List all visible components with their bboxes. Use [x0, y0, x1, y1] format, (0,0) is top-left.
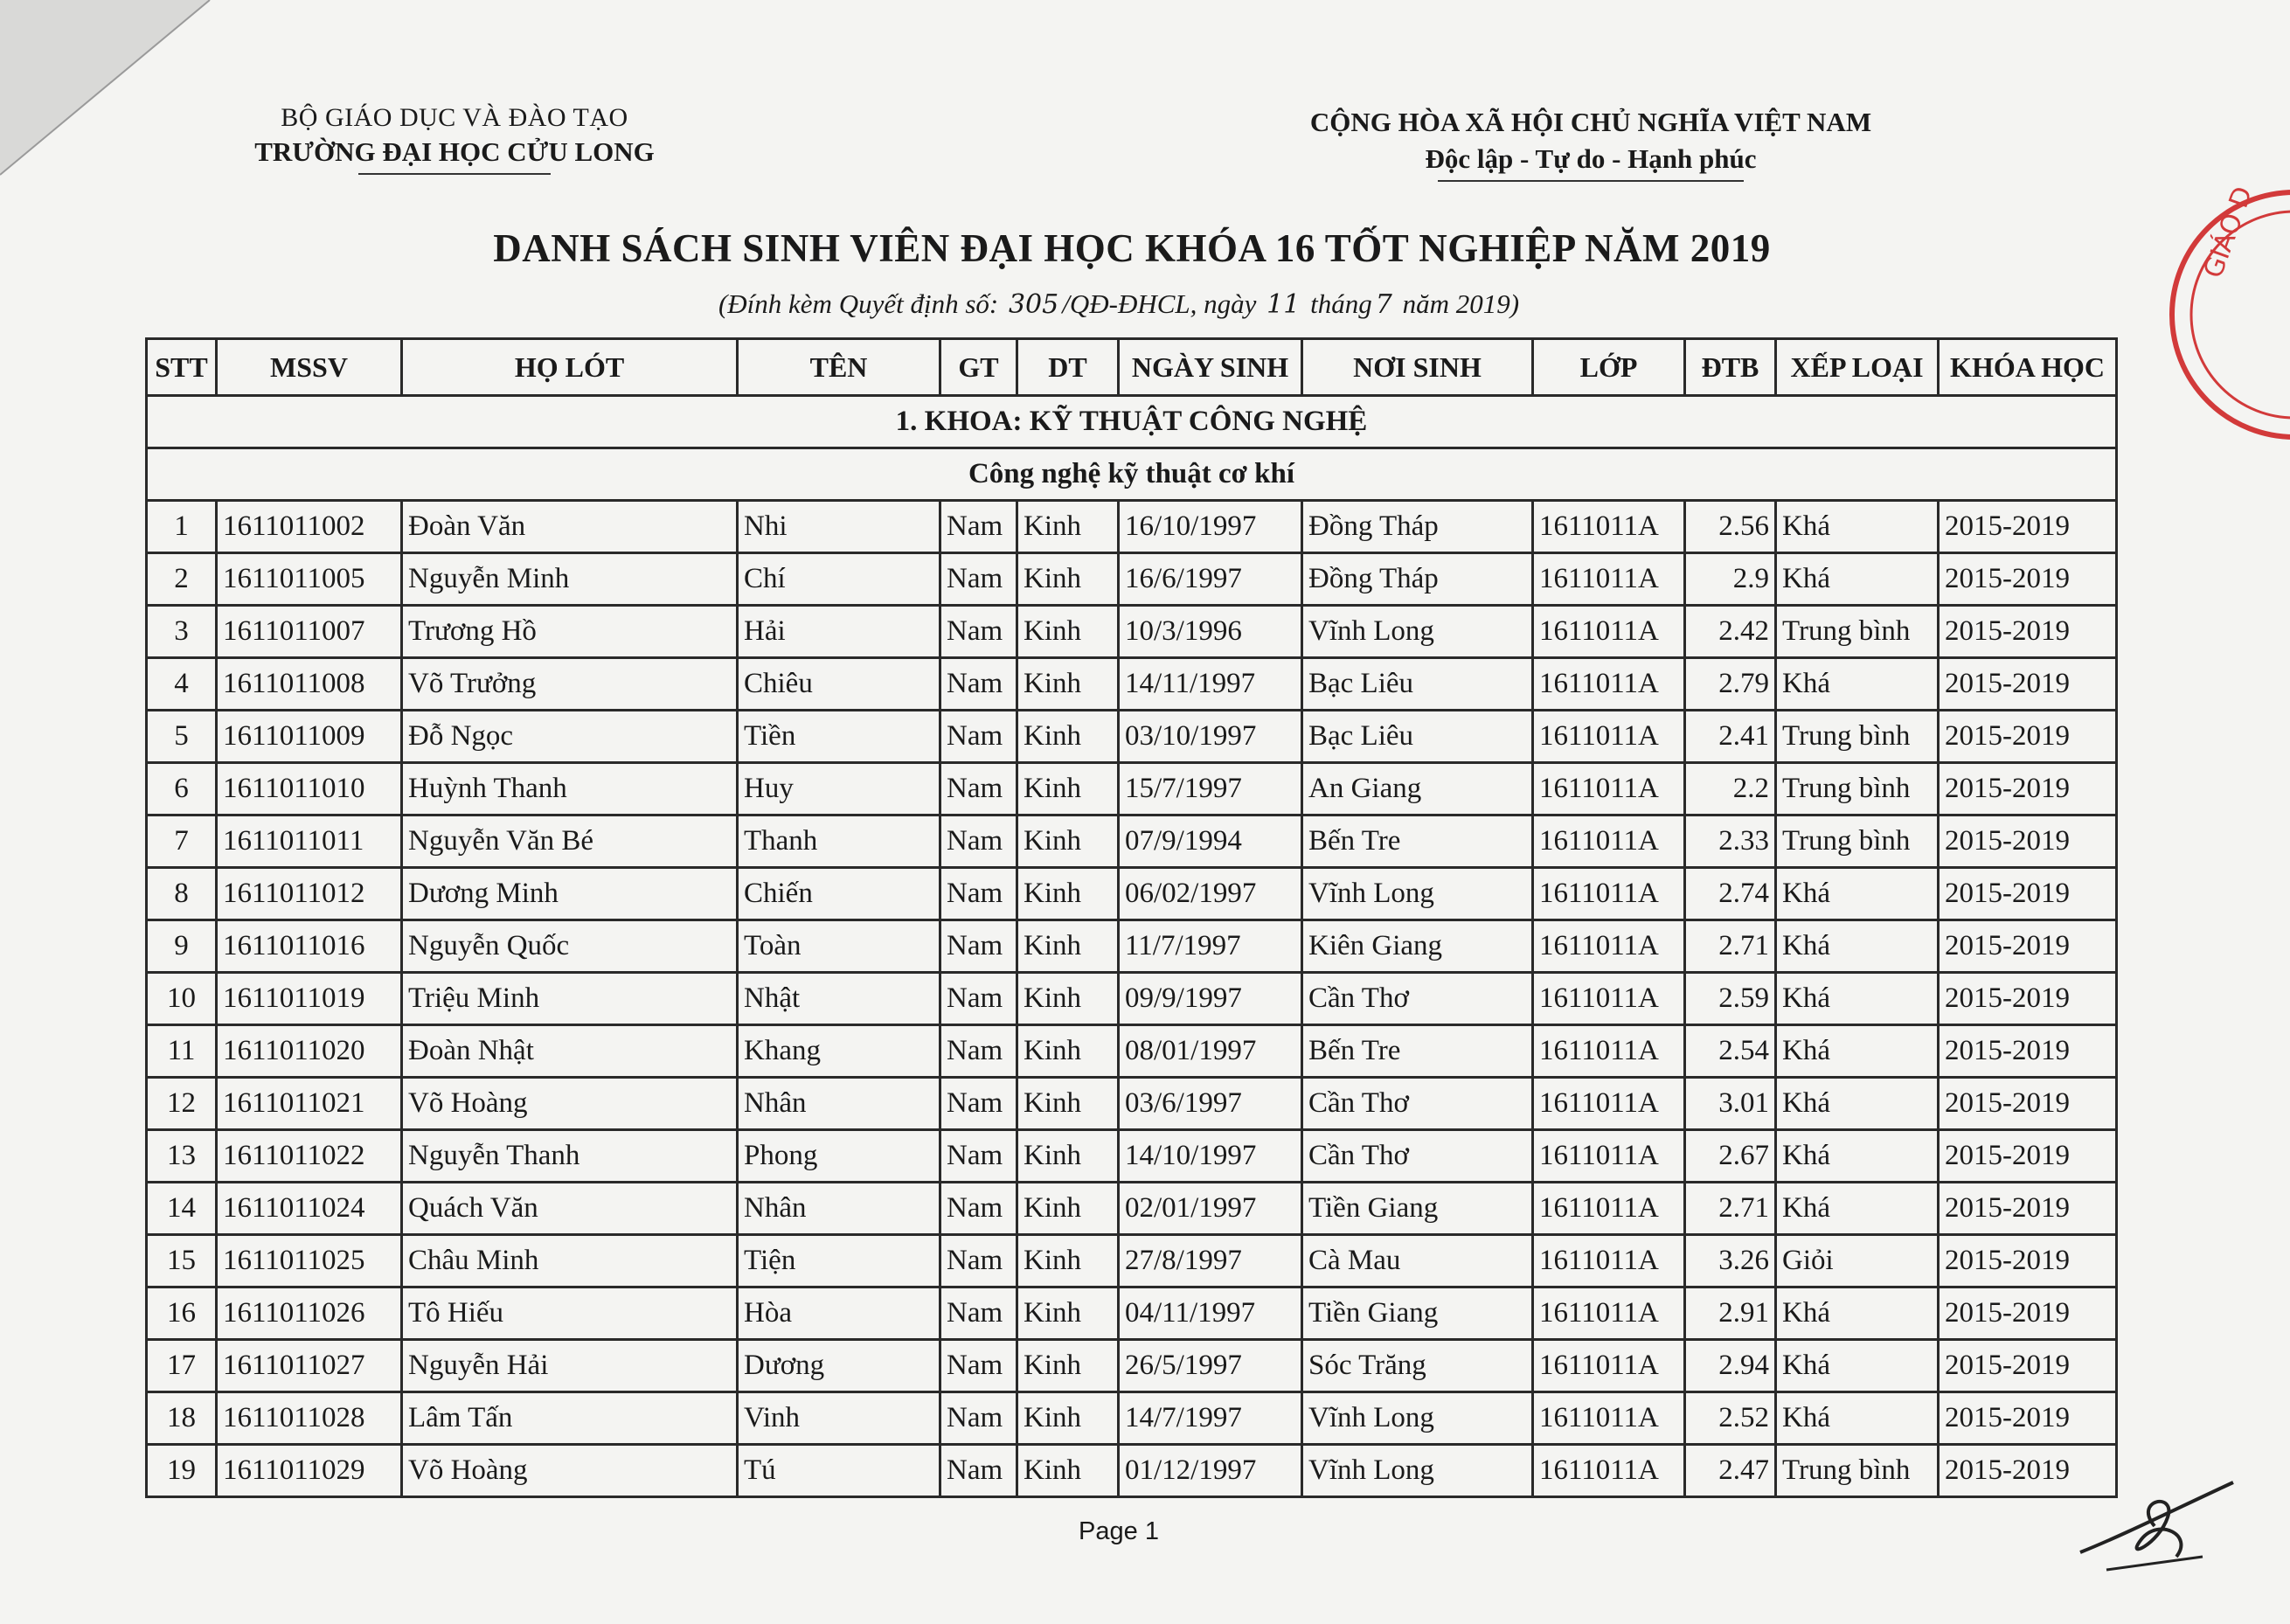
cell-gt: Nam	[940, 658, 1017, 711]
cell-gt: Nam	[940, 1445, 1017, 1497]
national-motto: Độc lập - Tự do - Hạnh phúc	[1425, 143, 1757, 174]
cell-ho-lot: Huỳnh Thanh	[402, 763, 738, 815]
cell-noi-sinh: Bạc Liêu	[1302, 658, 1533, 711]
cell-mssv: 1611011010	[217, 763, 402, 815]
cell-ten: Khang	[738, 1025, 940, 1078]
subtitle-prefix: (Đính kèm Quyết định số:	[718, 288, 999, 319]
cell-stt: 8	[147, 868, 217, 920]
cell-dtb: 3.26	[1685, 1235, 1776, 1287]
cell-gt: Nam	[940, 920, 1017, 973]
cell-dtb: 2.56	[1685, 501, 1776, 553]
cell-xep-loai: Trung bình	[1776, 763, 1939, 815]
faculty-label: 1. KHOA: KỸ THUẬT CÔNG NGHỆ	[147, 396, 2117, 448]
cell-gt: Nam	[940, 553, 1017, 606]
cell-mssv: 1611011016	[217, 920, 402, 973]
cell-dtb: 3.01	[1685, 1078, 1776, 1130]
cell-dt: Kinh	[1017, 1235, 1119, 1287]
cell-gt: Nam	[940, 1130, 1017, 1183]
table-row	[147, 1340, 2117, 1392]
cell-lop: 1611011A	[1533, 553, 1685, 606]
cell-khoa-hoc: 2015-2019	[1939, 763, 2117, 815]
cell-stt: 1	[147, 501, 217, 553]
cell-stt: 14	[147, 1183, 217, 1235]
cell-ten: Vinh	[738, 1392, 940, 1445]
cell-ho-lot: Đoàn Nhật	[402, 1025, 738, 1078]
cell-ngay-sinh: 11/7/1997	[1119, 920, 1302, 973]
cell-ngay-sinh: 03/10/1997	[1119, 711, 1302, 763]
cell-gt: Nam	[940, 1025, 1017, 1078]
cell-ho-lot: Nguyễn Quốc	[402, 920, 738, 973]
cell-khoa-hoc: 2015-2019	[1939, 658, 2117, 711]
cell-lop: 1611011A	[1533, 973, 1685, 1025]
cell-khoa-hoc: 2015-2019	[1939, 1078, 2117, 1130]
cell-lop: 1611011A	[1533, 501, 1685, 553]
cell-lop: 1611011A	[1533, 1235, 1685, 1287]
cell-gt: Nam	[940, 1078, 1017, 1130]
cell-stt: 17	[147, 1340, 217, 1392]
cell-noi-sinh: Bến Tre	[1302, 1025, 1533, 1078]
cell-ngay-sinh: 02/01/1997	[1119, 1183, 1302, 1235]
col-header-gt: GT	[940, 339, 1017, 396]
table-row	[147, 1183, 2117, 1235]
cell-ngay-sinh: 10/3/1996	[1119, 606, 1302, 658]
table-row	[147, 711, 2117, 763]
cell-ten: Tiện	[738, 1235, 940, 1287]
col-header-dtb: ĐTB	[1685, 339, 1776, 396]
cell-ho-lot: Đỗ Ngọc	[402, 711, 738, 763]
cell-gt: Nam	[940, 815, 1017, 868]
cell-ho-lot: Đoàn Văn	[402, 501, 738, 553]
table-row	[147, 606, 2117, 658]
cell-mssv: 1611011020	[217, 1025, 402, 1078]
table-row	[147, 920, 2117, 973]
cell-ten: Nhi	[738, 501, 940, 553]
cell-ho-lot: Nguyễn Văn Bé	[402, 815, 738, 868]
cell-gt: Nam	[940, 973, 1017, 1025]
cell-gt: Nam	[940, 1340, 1017, 1392]
cell-xep-loai: Khá	[1776, 1130, 1939, 1183]
cell-khoa-hoc: 2015-2019	[1939, 973, 2117, 1025]
cell-dtb: 2.2	[1685, 763, 1776, 815]
cell-mssv: 1611011009	[217, 711, 402, 763]
cell-ngay-sinh: 04/11/1997	[1119, 1287, 1302, 1340]
cell-lop: 1611011A	[1533, 815, 1685, 868]
cell-khoa-hoc: 2015-2019	[1939, 1392, 2117, 1445]
cell-noi-sinh: Bến Tre	[1302, 815, 1533, 868]
cell-dt: Kinh	[1017, 920, 1119, 973]
cell-stt: 7	[147, 815, 217, 868]
cell-stt: 13	[147, 1130, 217, 1183]
cell-xep-loai: Khá	[1776, 920, 1939, 973]
cell-dtb: 2.41	[1685, 711, 1776, 763]
cell-ho-lot: Võ Hoàng	[402, 1078, 738, 1130]
table-row	[147, 815, 2117, 868]
cell-mssv: 1611011002	[217, 501, 402, 553]
table-row	[147, 1445, 2117, 1497]
national-header	[1259, 107, 1923, 182]
cell-ngay-sinh: 15/7/1997	[1119, 763, 1302, 815]
cell-dt: Kinh	[1017, 658, 1119, 711]
cell-khoa-hoc: 2015-2019	[1939, 606, 2117, 658]
cell-gt: Nam	[940, 501, 1017, 553]
cell-ngay-sinh: 07/9/1994	[1119, 815, 1302, 868]
cell-ho-lot: Võ Trưởng	[402, 658, 738, 711]
issuer-underline	[358, 173, 551, 175]
cell-xep-loai: Khá	[1776, 868, 1939, 920]
cell-dt: Kinh	[1017, 501, 1119, 553]
cell-lop: 1611011A	[1533, 1287, 1685, 1340]
cell-gt: Nam	[940, 1183, 1017, 1235]
cell-stt: 6	[147, 763, 217, 815]
cell-khoa-hoc: 2015-2019	[1939, 501, 2117, 553]
major-row	[147, 448, 2117, 501]
cell-mssv: 1611011025	[217, 1235, 402, 1287]
cell-ho-lot: Quách Văn	[402, 1183, 738, 1235]
cell-ngay-sinh: 08/01/1997	[1119, 1025, 1302, 1078]
cell-ho-lot: Tô Hiếu	[402, 1287, 738, 1340]
cell-lop: 1611011A	[1533, 1078, 1685, 1130]
table-row	[147, 1078, 2117, 1130]
cell-stt: 3	[147, 606, 217, 658]
cell-xep-loai: Trung bình	[1776, 1445, 1939, 1497]
cell-xep-loai: Khá	[1776, 1287, 1939, 1340]
col-header-ngay-sinh: NGÀY SINH	[1119, 339, 1302, 396]
cell-ten: Chiến	[738, 868, 940, 920]
table-row	[147, 1287, 2117, 1340]
faculty-row	[147, 396, 2117, 448]
cell-gt: Nam	[940, 711, 1017, 763]
cell-dt: Kinh	[1017, 711, 1119, 763]
cell-gt: Nam	[940, 1235, 1017, 1287]
cell-mssv: 1611011024	[217, 1183, 402, 1235]
cell-khoa-hoc: 2015-2019	[1939, 553, 2117, 606]
cell-stt: 5	[147, 711, 217, 763]
cell-lop: 1611011A	[1533, 920, 1685, 973]
cell-stt: 15	[147, 1235, 217, 1287]
cell-gt: Nam	[940, 606, 1017, 658]
cell-dt: Kinh	[1017, 1287, 1119, 1340]
cell-noi-sinh: Đồng Tháp	[1302, 553, 1533, 606]
cell-gt: Nam	[940, 1287, 1017, 1340]
cell-dt: Kinh	[1017, 1183, 1119, 1235]
col-header-dt: DT	[1017, 339, 1119, 396]
cell-lop: 1611011A	[1533, 1025, 1685, 1078]
cell-gt: Nam	[940, 868, 1017, 920]
table-row	[147, 501, 2117, 553]
cell-ten: Nhân	[738, 1183, 940, 1235]
cell-ho-lot: Võ Hoàng	[402, 1445, 738, 1497]
cell-mssv: 1611011012	[217, 868, 402, 920]
cell-mssv: 1611011005	[217, 553, 402, 606]
cell-lop: 1611011A	[1533, 1340, 1685, 1392]
cell-noi-sinh: Sóc Trăng	[1302, 1340, 1533, 1392]
cell-noi-sinh: Tiền Giang	[1302, 1183, 1533, 1235]
cell-dt: Kinh	[1017, 1078, 1119, 1130]
school-name: TRƯỜNG ĐẠI HỌC CỬU LONG	[254, 136, 655, 167]
cell-ho-lot: Lâm Tấn	[402, 1392, 738, 1445]
official-stamp-icon	[2159, 175, 2290, 463]
cell-dt: Kinh	[1017, 606, 1119, 658]
cell-mssv: 1611011007	[217, 606, 402, 658]
col-header-stt: STT	[147, 339, 217, 396]
cell-mssv: 1611011028	[217, 1392, 402, 1445]
cell-ten: Nhân	[738, 1078, 940, 1130]
cell-mssv: 1611011026	[217, 1287, 402, 1340]
cell-ho-lot: Nguyễn Thanh	[402, 1130, 738, 1183]
cell-xep-loai: Khá	[1776, 501, 1939, 553]
table-row	[147, 658, 2117, 711]
cell-lop: 1611011A	[1533, 868, 1685, 920]
cell-stt: 16	[147, 1287, 217, 1340]
cell-mssv: 1611011027	[217, 1340, 402, 1392]
cell-dtb: 2.47	[1685, 1445, 1776, 1497]
table-row	[147, 1130, 2117, 1183]
cell-ngay-sinh: 14/11/1997	[1119, 658, 1302, 711]
scan-corner-shadow	[0, 0, 210, 175]
cell-ten: Tú	[738, 1445, 940, 1497]
cell-noi-sinh: Bạc Liêu	[1302, 711, 1533, 763]
cell-ten: Thanh	[738, 815, 940, 868]
cell-khoa-hoc: 2015-2019	[1939, 815, 2117, 868]
cell-khoa-hoc: 2015-2019	[1939, 1025, 2117, 1078]
student-table	[145, 337, 2118, 1498]
document-title: DANH SÁCH SINH VIÊN ĐẠI HỌC KHÓA 16 TỐT NGHIỆP NĂM 2019	[493, 226, 1771, 270]
cell-ngay-sinh: 14/10/1997	[1119, 1130, 1302, 1183]
col-header-ho-lot: HỌ LÓT	[402, 339, 738, 396]
cell-lop: 1611011A	[1533, 1392, 1685, 1445]
subtitle-suffix: năm 2019)	[1402, 288, 1520, 319]
cell-stt: 2	[147, 553, 217, 606]
cell-ten: Hải	[738, 606, 940, 658]
cell-dt: Kinh	[1017, 1025, 1119, 1078]
cell-stt: 9	[147, 920, 217, 973]
cell-noi-sinh: Vĩnh Long	[1302, 606, 1533, 658]
decision-number: 305	[1008, 289, 1059, 320]
cell-noi-sinh: Cần Thơ	[1302, 1130, 1533, 1183]
cell-ngay-sinh: 14/7/1997	[1119, 1392, 1302, 1445]
cell-dtb: 2.42	[1685, 606, 1776, 658]
cell-stt: 10	[147, 973, 217, 1025]
cell-mssv: 1611011022	[217, 1130, 402, 1183]
cell-khoa-hoc: 2015-2019	[1939, 920, 2117, 973]
cell-mssv: 1611011019	[217, 973, 402, 1025]
motto-underline	[1438, 180, 1744, 182]
cell-xep-loai: Khá	[1776, 1183, 1939, 1235]
cell-ho-lot: Triệu Minh	[402, 973, 738, 1025]
col-header-lop: LỚP	[1533, 339, 1685, 396]
cell-stt: 11	[147, 1025, 217, 1078]
cell-noi-sinh: Đồng Tháp	[1302, 501, 1533, 553]
cell-dtb: 2.33	[1685, 815, 1776, 868]
cell-dt: Kinh	[1017, 1130, 1119, 1183]
table-row	[147, 973, 2117, 1025]
cell-dtb: 2.52	[1685, 1392, 1776, 1445]
cell-lop: 1611011A	[1533, 1130, 1685, 1183]
cell-dtb: 2.79	[1685, 658, 1776, 711]
cell-ho-lot: Nguyễn Minh	[402, 553, 738, 606]
cell-khoa-hoc: 2015-2019	[1939, 711, 2117, 763]
cell-gt: Nam	[940, 1392, 1017, 1445]
cell-xep-loai: Khá	[1776, 1340, 1939, 1392]
cell-noi-sinh: An Giang	[1302, 763, 1533, 815]
cell-dtb: 2.74	[1685, 868, 1776, 920]
cell-dt: Kinh	[1017, 1392, 1119, 1445]
cell-stt: 18	[147, 1392, 217, 1445]
cell-ten: Phong	[738, 1130, 940, 1183]
subtitle-mid2: tháng	[1310, 288, 1372, 319]
cell-noi-sinh: Cần Thơ	[1302, 1078, 1533, 1130]
cell-ten: Chí	[738, 553, 940, 606]
cell-dtb: 2.94	[1685, 1340, 1776, 1392]
page-number: Page 1	[1079, 1517, 1159, 1545]
cell-lop: 1611011A	[1533, 1183, 1685, 1235]
cell-ngay-sinh: 01/12/1997	[1119, 1445, 1302, 1497]
col-header-xep-loai: XẾP LOẠI	[1776, 339, 1939, 396]
cell-noi-sinh: Kiên Giang	[1302, 920, 1533, 973]
cell-noi-sinh: Cà Mau	[1302, 1235, 1533, 1287]
cell-noi-sinh: Tiền Giang	[1302, 1287, 1533, 1340]
document-subtitle	[0, 288, 2238, 320]
col-header-ten: TÊN	[738, 339, 940, 396]
cell-dt: Kinh	[1017, 973, 1119, 1025]
cell-stt: 12	[147, 1078, 217, 1130]
cell-ho-lot: Dương Minh	[402, 868, 738, 920]
decision-day: 11	[1266, 289, 1301, 320]
cell-ten: Chiêu	[738, 658, 940, 711]
major-label: Công nghệ kỹ thuật cơ khí	[147, 448, 2117, 501]
cell-ten: Tiền	[738, 711, 940, 763]
cell-dtb: 2.71	[1685, 920, 1776, 973]
cell-dtb: 2.91	[1685, 1287, 1776, 1340]
cell-dtb: 2.67	[1685, 1130, 1776, 1183]
cell-noi-sinh: Vĩnh Long	[1302, 868, 1533, 920]
decision-month: 7	[1375, 289, 1392, 320]
cell-xep-loai: Trung bình	[1776, 606, 1939, 658]
cell-lop: 1611011A	[1533, 763, 1685, 815]
cell-noi-sinh: Vĩnh Long	[1302, 1445, 1533, 1497]
cell-ngay-sinh: 16/10/1997	[1119, 501, 1302, 553]
country-name: CỘNG HÒA XÃ HỘI CHỦ NGHĨA VIỆT NAM	[1309, 107, 1872, 137]
cell-dt: Kinh	[1017, 553, 1119, 606]
issuer-block	[236, 103, 673, 175]
signature-icon	[2071, 1465, 2238, 1579]
cell-dtb: 2.9	[1685, 553, 1776, 606]
cell-khoa-hoc: 2015-2019	[1939, 1235, 2117, 1287]
cell-dt: Kinh	[1017, 815, 1119, 868]
cell-khoa-hoc: 2015-2019	[1939, 868, 2117, 920]
cell-xep-loai: Khá	[1776, 973, 1939, 1025]
cell-dt: Kinh	[1017, 1340, 1119, 1392]
col-header-noi-sinh: NƠI SINH	[1302, 339, 1533, 396]
cell-lop: 1611011A	[1533, 711, 1685, 763]
cell-ngay-sinh: 16/6/1997	[1119, 553, 1302, 606]
table-row	[147, 868, 2117, 920]
cell-xep-loai: Trung bình	[1776, 815, 1939, 868]
cell-gt: Nam	[940, 763, 1017, 815]
cell-ho-lot: Nguyễn Hải	[402, 1340, 738, 1392]
table-row	[147, 1392, 2117, 1445]
cell-stt: 19	[147, 1445, 217, 1497]
table-row	[147, 553, 2117, 606]
cell-xep-loai: Khá	[1776, 1078, 1939, 1130]
svg-text:GIÁO D: GIÁO D	[2197, 182, 2259, 282]
cell-mssv: 1611011021	[217, 1078, 402, 1130]
cell-mssv: 1611011029	[217, 1445, 402, 1497]
cell-mssv: 1611011011	[217, 815, 402, 868]
cell-noi-sinh: Vĩnh Long	[1302, 1392, 1533, 1445]
cell-ten: Huy	[738, 763, 940, 815]
cell-noi-sinh: Cần Thơ	[1302, 973, 1533, 1025]
cell-dt: Kinh	[1017, 868, 1119, 920]
cell-khoa-hoc: 2015-2019	[1939, 1445, 2117, 1497]
cell-ten: Hòa	[738, 1287, 940, 1340]
ministry-name: BỘ GIÁO DỤC VÀ ĐÀO TẠO	[281, 103, 628, 132]
cell-ngay-sinh: 27/8/1997	[1119, 1235, 1302, 1287]
cell-dtb: 2.59	[1685, 973, 1776, 1025]
cell-xep-loai: Giỏi	[1776, 1235, 1939, 1287]
cell-xep-loai: Trung bình	[1776, 711, 1939, 763]
table-row	[147, 1235, 2117, 1287]
cell-khoa-hoc: 2015-2019	[1939, 1130, 2117, 1183]
cell-ten: Toàn	[738, 920, 940, 973]
cell-ngay-sinh: 03/6/1997	[1119, 1078, 1302, 1130]
col-header-mssv: MSSV	[217, 339, 402, 396]
cell-xep-loai: Khá	[1776, 658, 1939, 711]
cell-mssv: 1611011008	[217, 658, 402, 711]
cell-khoa-hoc: 2015-2019	[1939, 1287, 2117, 1340]
cell-dtb: 2.54	[1685, 1025, 1776, 1078]
cell-dt: Kinh	[1017, 1445, 1119, 1497]
cell-dt: Kinh	[1017, 763, 1119, 815]
cell-khoa-hoc: 2015-2019	[1939, 1340, 2117, 1392]
cell-khoa-hoc: 2015-2019	[1939, 1183, 2117, 1235]
cell-ho-lot: Trương Hồ	[402, 606, 738, 658]
cell-ngay-sinh: 26/5/1997	[1119, 1340, 1302, 1392]
cell-ho-lot: Châu Minh	[402, 1235, 738, 1287]
cell-xep-loai: Khá	[1776, 1025, 1939, 1078]
cell-ten: Nhật	[738, 973, 940, 1025]
cell-stt: 4	[147, 658, 217, 711]
col-header-khoa-hoc: KHÓA HỌC	[1939, 339, 2117, 396]
cell-ngay-sinh: 06/02/1997	[1119, 868, 1302, 920]
cell-lop: 1611011A	[1533, 658, 1685, 711]
table-header-row	[147, 339, 2117, 396]
cell-dtb: 2.71	[1685, 1183, 1776, 1235]
cell-xep-loai: Khá	[1776, 553, 1939, 606]
table-row	[147, 763, 2117, 815]
table-row	[147, 1025, 2117, 1078]
cell-xep-loai: Khá	[1776, 1392, 1939, 1445]
subtitle-mid1: /QĐ-ĐHCL, ngày	[1062, 288, 1257, 319]
cell-lop: 1611011A	[1533, 606, 1685, 658]
cell-ten: Dương	[738, 1340, 940, 1392]
cell-ngay-sinh: 09/9/1997	[1119, 973, 1302, 1025]
cell-lop: 1611011A	[1533, 1445, 1685, 1497]
